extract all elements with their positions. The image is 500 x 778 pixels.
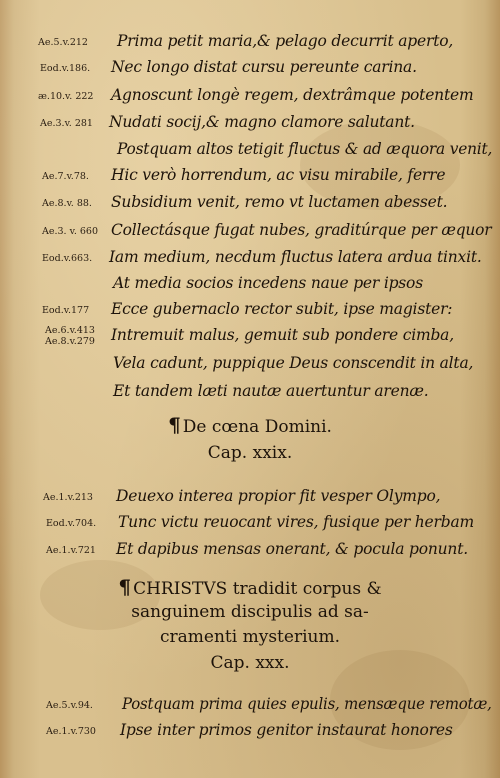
verse-line	[0, 719, 500, 743]
verse-line	[0, 380, 500, 404]
pilcrow-icon: ¶	[168, 413, 181, 437]
verse-text: Deuexo interea propior fit vesper Olympo,	[116, 487, 441, 505]
margin-reference: Ae.5.v.212	[38, 37, 88, 48]
verse-text: Et tandem læti nautæ auertuntur arenæ.	[113, 382, 429, 400]
verse-text: Iam medium, necdum fluctus latera ardua tinxit.	[109, 248, 482, 266]
margin-reference: Ae.1.v.721	[46, 545, 96, 556]
verse-text: Tunc victu reuocant vires, fusique per herbam	[118, 513, 474, 531]
margin-reference: Eod.v.177	[42, 305, 90, 316]
chapter-heading	[0, 576, 500, 600]
verse-text: Intremuit malus, gemuit sub pondere cimba,	[111, 326, 454, 344]
verse-text: Hic verò horrendum, ac visu mirabile, ferre	[111, 166, 446, 184]
margin-reference: Ae.1.v.730	[46, 726, 96, 737]
margin-reference: Ae.3. v. 660	[42, 226, 98, 237]
chapter-title: De cœna Domini.	[182, 417, 332, 437]
verse-text: Postquam prima quies epulis, mensæque remotæ,	[122, 695, 492, 713]
verse-line	[0, 298, 500, 322]
verse-line	[0, 138, 500, 162]
verse-text: Subsidium venit, remo vt luctamen abesset.	[111, 193, 448, 211]
margin-reference: Ae.1.v.213	[43, 492, 93, 503]
verse-text: Nudati socij,& magno clamore salutant.	[109, 113, 415, 131]
verse-line	[0, 111, 500, 135]
chapter-title-line: sanguinem discipulis ad sa-	[131, 602, 369, 622]
verse-line	[0, 485, 500, 509]
verse-line	[0, 324, 500, 348]
verse-line	[0, 693, 500, 717]
chapter-number: Cap. xxx.	[210, 653, 290, 673]
verse-line	[0, 511, 500, 535]
verse-line	[0, 538, 500, 562]
verse-text: Prima petit maria,& pelago decurrit aperto,	[117, 32, 454, 50]
chapter-title-line: cramenti mysterium.	[160, 627, 340, 647]
verse-line	[0, 352, 500, 376]
margin-reference-second: Ae.8.v.279	[45, 336, 95, 347]
verse-line	[0, 30, 500, 54]
verse-line	[0, 164, 500, 188]
chapter-heading	[0, 414, 500, 438]
verse-text: Ecce gubernaclo rector subit, ipse magister:	[111, 300, 453, 318]
pilcrow-icon: ¶	[118, 575, 132, 599]
margin-reference: Eod.v.186.	[40, 63, 91, 74]
margin-reference	[45, 325, 95, 347]
chapter-title-line: CHRISTVS tradidit corpus &	[133, 579, 382, 599]
verse-line	[0, 191, 500, 215]
verse-text: Nec longo distat cursu pereunte carina.	[111, 58, 417, 76]
verse-text: Ipse inter primos genitor instaurat honores	[120, 721, 453, 739]
verse-text: Et dapibus mensas onerant, & pocula ponunt.	[116, 540, 468, 558]
verse-line	[0, 219, 500, 243]
margin-reference: æ.10.v. 222	[38, 91, 94, 102]
verse-line	[0, 246, 500, 270]
verse-text: At media socios incedens naue per ipsos	[113, 274, 423, 292]
margin-reference: Ae.3.v. 281	[40, 118, 93, 129]
verse-text: Vela cadunt, puppique Deus conscendit in alta,	[113, 354, 474, 372]
verse-text: Postquam altos tetigit fluctus & ad æquora venit,	[117, 140, 493, 158]
margin-reference: Eod.v.704.	[46, 518, 97, 529]
chapter-number: Cap. xxix.	[207, 443, 293, 463]
margin-reference: Ae.8.v. 88.	[42, 198, 92, 209]
margin-reference-first: Ae.6.v.413	[45, 325, 95, 336]
margin-reference: Ae.7.v.78.	[42, 171, 89, 182]
verse-line	[0, 56, 500, 80]
verse-text: Agnoscunt longè regem, dextrâmque potentem	[111, 86, 474, 104]
margin-reference: Eod.v.663.	[42, 253, 93, 264]
verse-line	[0, 84, 500, 108]
verse-line	[0, 272, 500, 296]
verse-text: Collectásque fugat nubes, graditúrque per æquor	[111, 221, 492, 239]
margin-reference: Ae.5.v.94.	[46, 700, 93, 711]
